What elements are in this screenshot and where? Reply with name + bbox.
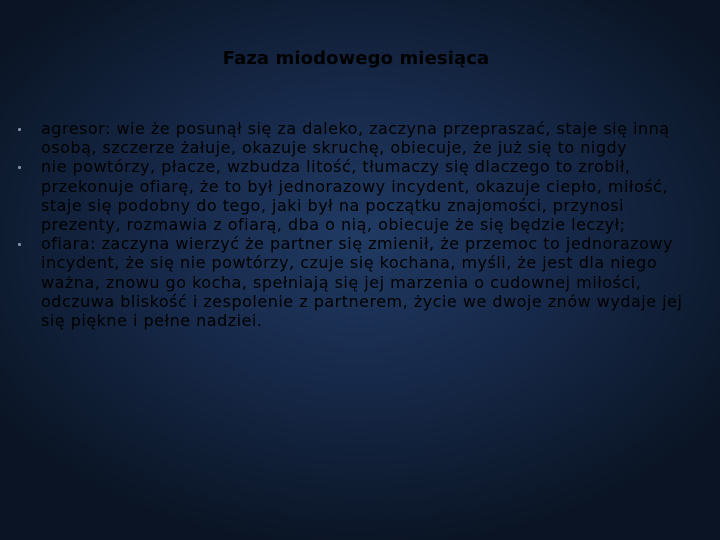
bullet-marker-icon bbox=[18, 166, 21, 169]
bullet-list bbox=[18, 119, 698, 330]
bullet-item bbox=[18, 234, 698, 330]
bullet-item bbox=[18, 119, 698, 157]
bullet-text: nie powtórzy, płacze, wzbudza litość, tłumaczy się dlaczego to zrobił, przekonuje ofiarę, że to był jednorazowy incydent, okazuje ciepło, miłość, staje się podobny do tego, jaki był na początku znajomości, przynosi prezenty, rozmawia z ofiarą, dba o nią, obiecuje że się będzie leczył; bbox=[41, 157, 668, 235]
bullet-text: agresor: wie że posunął się za daleko, zaczyna przepraszać, staje się inną osobą, szczerze żałuje, okazuje skruchę, obiecuje, że już się to nigdy bbox=[41, 119, 670, 158]
bullet-item bbox=[18, 157, 698, 234]
bullet-text: ofiara: zaczyna wierzyć że partner się zmienił, że przemoc to jednorazowy incydent, że się nie powtórzy, czuje się kochana, myśli, że jest dla niego ważna, znowu go kocha, spełniają się jej marzenia o cudownej miłości, odczuwa bliskość i zespolenie z partnerem, życie we dwoje znów wydaje jej się piękne i pełne nadziei. bbox=[41, 234, 683, 331]
bullet-marker-icon bbox=[18, 243, 21, 246]
bullet-marker-icon bbox=[18, 128, 21, 131]
slide-title: Faza miodowego miesiąca bbox=[222, 48, 490, 69]
